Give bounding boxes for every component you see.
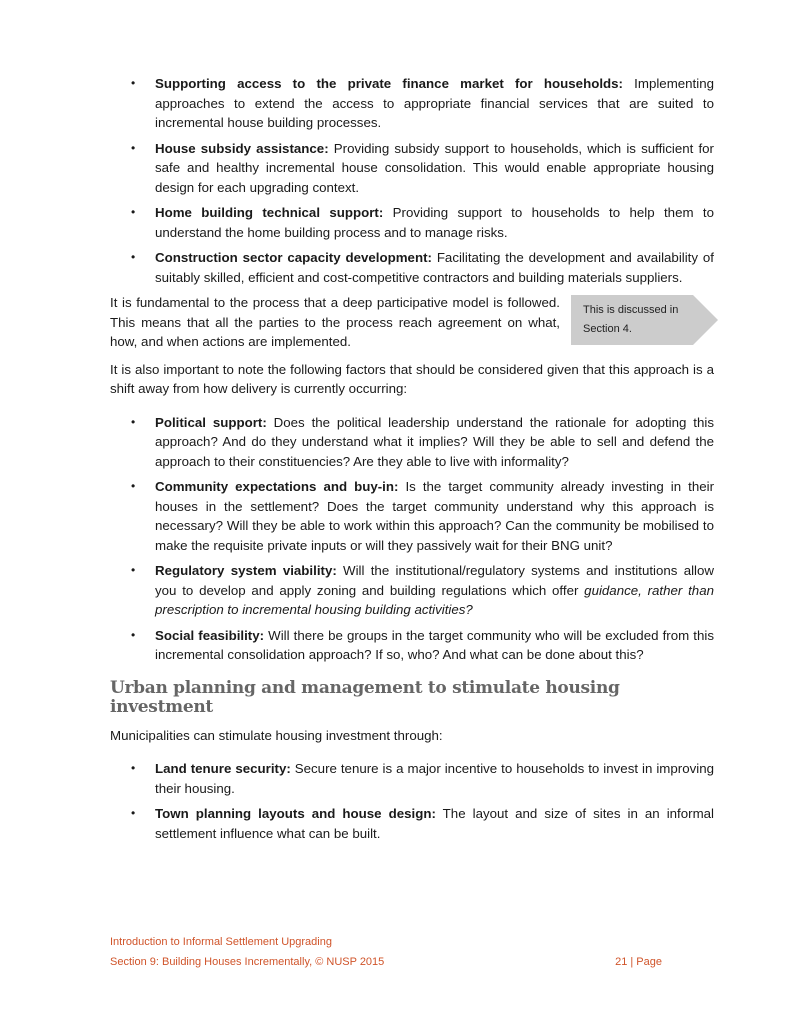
investment-measures-list [110,759,714,843]
item-term: Town planning layouts and house design: [155,806,436,821]
list-item [110,74,714,133]
municipalities-intro-paragraph: Municipalities can stimulate housing investment through: [110,727,443,743]
page-number: 21 | Page [615,956,662,968]
item-text: Is the target community already investing in their houses in the settlement? Does the target community understand why this approach is necessary? Will they be able to work within this approach? Can the community be mobilised to make the requisite private inputs or will they passively wait for their BNG unit? [155,479,714,553]
page-footer [110,932,670,972]
section-heading: Urban planning and management to stimulate housing investment [110,677,620,717]
item-text: Does the political leadership understand the rationale for adopting this approach? And do they understand what it implies? Will they be able to sell and defend the approach to their constituencies? Are they able to live with informality? [155,414,714,469]
footer-document-title: Introduction to Informal Settlement Upgrading [110,936,332,948]
bullet-icon: • [131,563,136,577]
item-text: The layout and size of sites in an informal settlement influence what can be built. [155,806,714,841]
bullet-icon: • [131,140,136,155]
callout-text [583,301,703,339]
list-item [110,804,714,843]
list-item [110,759,714,798]
item-text: Facilitating the development and availability of suitably skilled, efficient and cost-competitive contractors and building materials suppliers. [155,250,714,285]
item-text: Will the institutional/regulatory systems and institutions allow you to develop and apply zoning and building regulations which offer [155,563,714,598]
item-term: Community expectations and buy-in: [155,479,399,494]
factors-list [110,413,714,665]
item-term: Social feasibility: [155,627,265,643]
item-term: Land tenure security: [155,761,291,776]
bullet-icon: • [131,250,136,264]
callout-line: This is discussed in [583,304,679,316]
list-item [110,139,714,198]
bullet-icon: • [131,627,136,642]
bullet-icon: • [131,205,136,219]
callout-section-ref: Section 4. [583,323,632,335]
bullet-icon: • [131,76,136,90]
item-term: House subsidy assistance: [155,140,329,156]
item-text: Providing support to households to help them to understand the home building process and to manage risks. [155,205,714,240]
factors-intro-paragraph: It is also important to note the following factors that should be considered given that this approach is a shift away from how delivery is currently occurring: [110,361,714,396]
bullet-icon: • [131,806,136,820]
item-term: Home building technical support: [155,205,384,220]
item-term: Supporting access to the private finance market for households: [155,76,623,91]
list-item [110,626,714,665]
participation-paragraph: It is fundamental to the process that a deep participative model is followed. This means that all the parties to the process reach agreement on what, how, and when actions are implemented. [110,295,560,349]
item-term: Construction sector capacity development: [155,250,432,265]
list-item [110,248,714,287]
item-italic-text: guidance, rather than prescription to incremental housing building activities? [155,582,714,617]
cross-reference-callout [571,295,718,345]
bullet-icon: • [131,414,136,429]
bullet-icon: • [131,761,136,775]
item-text: Secure tenure is a major incentive to households to invest in improving their housing. [155,761,714,796]
footer-section-title: Section 9: Building Houses Incrementally, © NUSP 2015 [110,956,385,968]
list-item [110,203,714,242]
participation-section [110,293,714,352]
item-term: Regulatory system viability: [155,563,337,578]
item-text: Will there be groups in the target community who will be excluded from this incremental consolidation approach? If so, who? And what can be done about this? [155,627,714,662]
list-item [110,561,714,620]
item-text: Implementing approaches to extend the access to appropriate financial services that are suited to incremental house building processes. [155,76,714,130]
page-body [110,74,714,849]
list-item [110,413,714,472]
bullet-icon: • [131,479,136,493]
item-term: Political support: [155,414,267,430]
list-item [110,477,714,555]
item-text: Providing subsidy support to households, which is sufficient for safe and healthy incremental house consolidation. This would enable appropriate housing design for each upgrading context. [155,140,714,195]
finance-support-list [110,74,714,287]
